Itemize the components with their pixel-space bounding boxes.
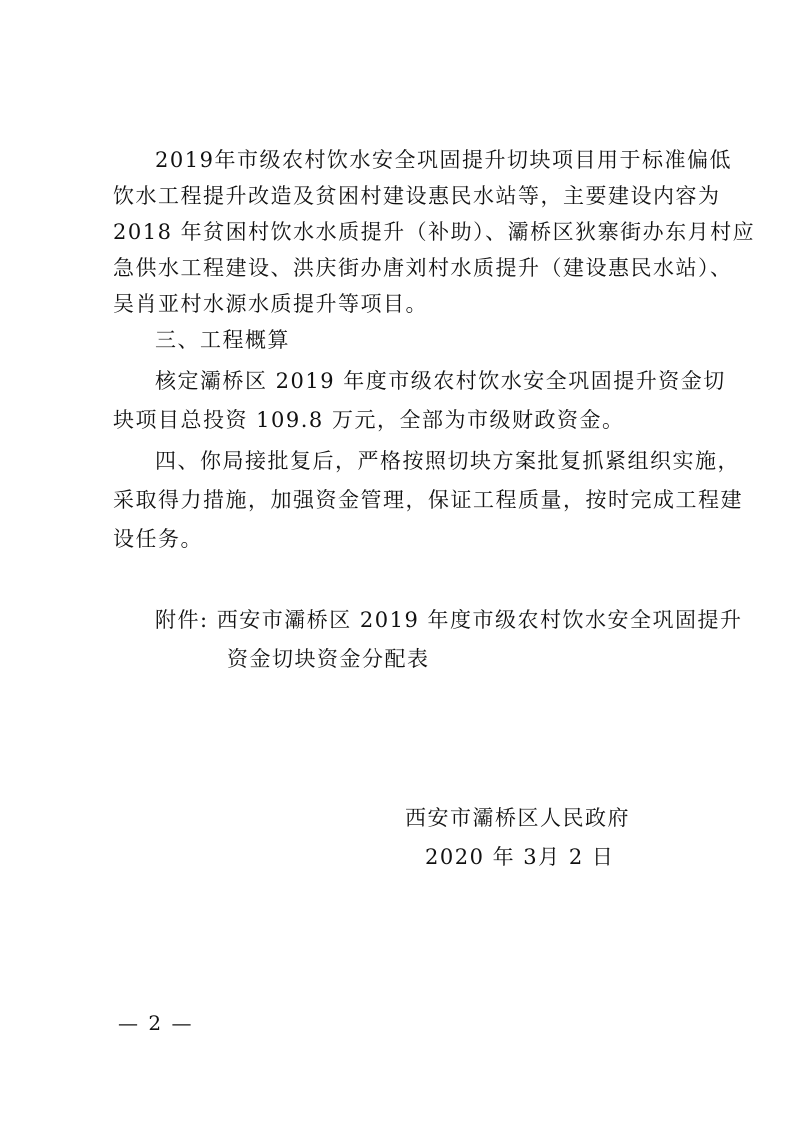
signature-organization: 西安市灞桥区人民政府 (405, 806, 630, 830)
paragraph-2-line-1: 核定灞桥区 2019 年度市级农村饮水安全巩固提升资金切 (155, 369, 726, 393)
paragraph-3-line-2: 采取得力措施，加强资金管理，保证工程质量，按时完成工程建 (113, 488, 743, 512)
attachment-line-2: 资金切块资金分配表 (227, 647, 430, 671)
section-heading-budget: 三、工程概算 (155, 328, 290, 352)
paragraph-3-line-3: 设任务。 (113, 527, 203, 551)
paragraph-1-line-4: 急供水工程建设、洪庆街办唐刘村水质提升（建设惠民水站）、 (113, 256, 733, 280)
paragraph-2-line-2: 块项目总投资 109.8 万元，全部为市级财政资金。 (113, 408, 625, 432)
paragraph-1-line-1: 2019年市级农村饮水安全巩固提升切块项目用于标准偏低 (155, 148, 732, 172)
paragraph-1-line-2: 饮水工程提升改造及贫困村建设惠民水站等，主要建设内容为 (113, 184, 721, 208)
page-number: — 2 — (118, 1011, 194, 1035)
paragraph-1-line-3: 2018 年贫困村饮水水质提升（补助）、灞桥区狄寨街办东月村应 (113, 220, 756, 244)
paragraph-3-line-1: 四、你局接批复后，严格按照切块方案批复抓紧组织实施， (155, 449, 740, 473)
signature-date: 2020 年 3月 2 日 (425, 845, 615, 869)
attachment-line-1: 附件: 西安市灞桥区 2019 年度市级农村饮水安全巩固提升 (155, 608, 743, 632)
paragraph-1-line-5: 吴肖亚村水源水质提升等项目。 (113, 292, 428, 316)
